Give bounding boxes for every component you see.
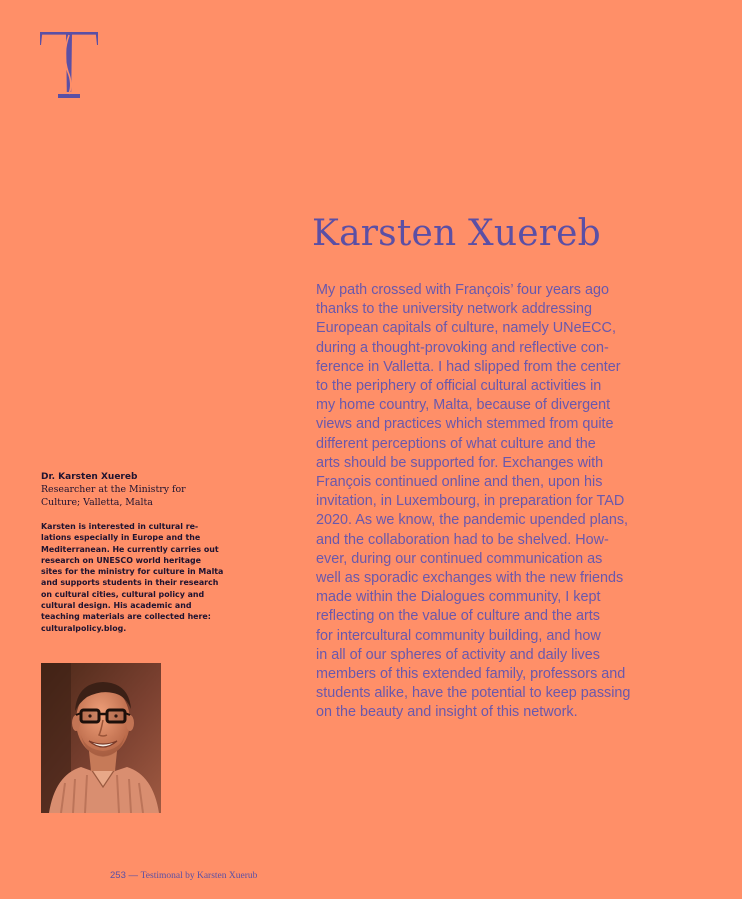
bio-text-line: Karsten is interested in cultural re-: [41, 522, 199, 531]
testimonial-line: François continued online and then, upon his: [316, 474, 603, 491]
bio-text-line: Mediterranean. He currently carries out: [41, 544, 219, 554]
page-footer: [110, 869, 257, 883]
testimonial-line: thanks to the university network addressing: [316, 301, 592, 318]
bio-text-line: teaching materials are collected here:: [41, 612, 211, 622]
bio-text-line: lations especially in Europe and the: [41, 533, 201, 543]
testimonial-line: reflecting on the value of culture and the arts: [316, 608, 600, 625]
testimonial-line: students alike, have the potential to keep passing: [316, 685, 631, 702]
testimonial-line: invitation, in Luxembourg, in preparation for TAD: [316, 493, 625, 510]
testimonial-line: well as sporadic exchanges with the new friends: [316, 570, 624, 587]
testimonial-line: and the collaboration had to be shelved. How-: [316, 531, 609, 548]
testimonial-line: during a thought-provoking and reflective con-: [316, 339, 609, 356]
footer-label: Testimonal by Karsten Xuerub: [140, 871, 258, 881]
testimonial-line: on the beauty and insight of this network.: [316, 704, 578, 721]
testimonial-line: to the periphery of official cultural activities in: [316, 378, 602, 395]
bio-text-line: research on UNESCO world heritage: [41, 555, 202, 565]
testimonial-line: in all of our spheres of activity and daily lives: [316, 646, 600, 663]
bio-text-line: culturalpolicy.blog.: [41, 623, 127, 633]
bio-description: [41, 521, 223, 634]
testimonial-line: made within the Dialogues community, I kept: [316, 589, 601, 606]
bio-text-line: cultural design. His academic and: [41, 601, 192, 611]
bio-text-line: sites for the ministry for culture in Malta: [41, 567, 224, 577]
portrait-photo: [41, 663, 161, 813]
bio-text-line: on cultural cities, cultural policy and: [41, 589, 205, 599]
testimonial-line: different perceptions of what culture and the: [316, 435, 596, 452]
testimonial-line: My path crossed with François’ four years ago: [316, 282, 609, 298]
testimonial-text: [316, 281, 646, 723]
t-monogram-logo: [40, 32, 98, 98]
testimonial-line: European capitals of culture, namely UNeECC,: [316, 320, 616, 337]
testimonial-line: arts should be supported for. Exchanges with: [316, 454, 604, 471]
testimonial-line: views and practices which stemmed from quite: [316, 416, 614, 433]
testimonial-line: members of this extended family, professors and: [316, 666, 626, 683]
testimonial-line: ever, during our continued communication as: [316, 550, 603, 567]
footer-separator: —: [125, 870, 141, 881]
testimonial-line: my home country, Malta, because of divergent: [316, 397, 611, 414]
testimonial-line: ference in Valletta. I had slipped from the center: [316, 358, 621, 375]
testimonial-line: for intercultural community building, and how: [316, 627, 601, 644]
testimonial-line: 2020. As we know, the pandemic upended plans,: [316, 512, 629, 529]
bio-role-line: Researcher at the Ministry for: [41, 484, 186, 495]
page-number: 253: [110, 870, 126, 881]
person-name: Karsten Xuereb: [312, 213, 601, 254]
bio-role-line: Culture; Valletta, Malta: [41, 496, 153, 508]
bio-text-line: and supports students in their research: [41, 578, 219, 588]
bio-name: Dr. Karsten Xuereb: [41, 472, 138, 482]
portrait-illustration: [41, 663, 161, 813]
bio-role: [41, 484, 186, 509]
